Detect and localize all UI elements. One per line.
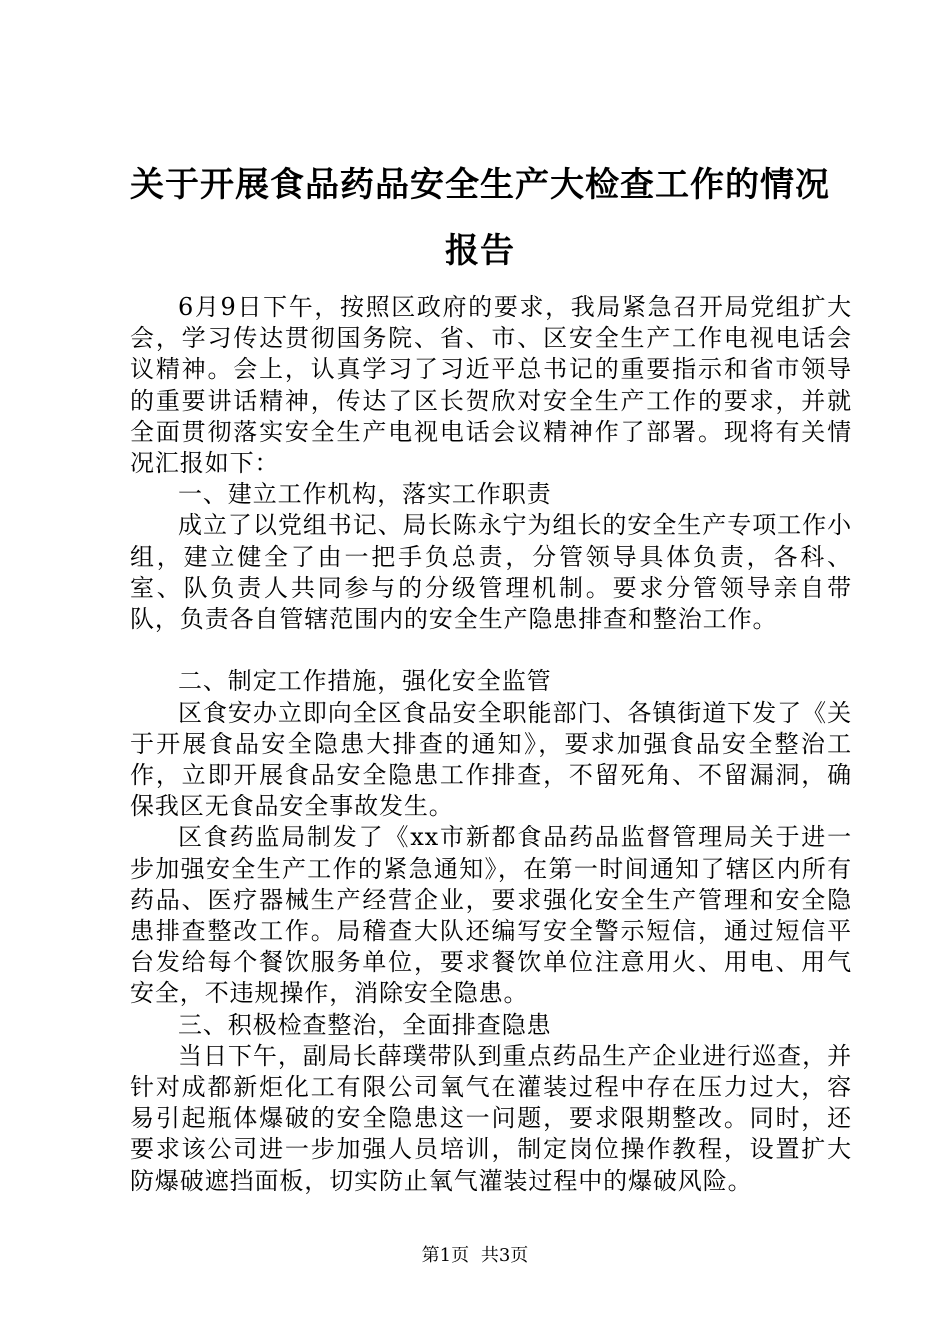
- page-number: 第1页: [421, 1245, 470, 1266]
- document-body: [130, 292, 852, 1197]
- page-footer: [0, 1244, 950, 1268]
- section-heading-3: 三、积极检查整治，全面排查隐患: [178, 1010, 552, 1039]
- paragraph-section-2a: 区食安办立即向全区食品安全职能部门、各镇街道下发了《关于开展食品安全隐患大排查的通知》，要求加强食品安全整治工作，立即开展食品安全隐患工作排查，不留死角、不留漏洞，确保我区无食品安全事故发生。: [130, 698, 852, 821]
- title-line-1: 关于开展食品药品安全生产大检查工作的情况: [130, 165, 830, 205]
- paragraph-section-3: 当日下午，副局长薛璞带队到重点药品生产企业进行巡查，并针对成都新炬化工有限公司氧气在灌装过程中存在压力过大，容易引起瓶体爆破的安全隐患这一问题，要求限期整改。同时，还要求该公司进一步加强人员培训，制定岗位操作教程，设置扩大防爆破遮挡面板，切实防止氧气灌装过程中的爆破风险。: [130, 1041, 852, 1195]
- document-title: [110, 152, 850, 284]
- page-total: 共3页: [480, 1245, 529, 1266]
- section-heading-2: 二、制定工作措施，强化安全监管: [178, 667, 552, 696]
- title-line-2: 报告: [445, 231, 515, 271]
- paragraph-section-1: 成立了以党组书记、局长陈永宁为组长的安全生产专项工作小组，建立健全了由一把手负总责，分管领导具体负责，各科、室、队负责人共同参与的分级管理机制。要求分管领导亲自带队，负责各自管辖范围内的安全生产隐患排查和整治工作。: [130, 511, 852, 634]
- blank-line: [130, 635, 852, 666]
- paragraph-section-2b: 区食药监局制发了《xx市新都食品药品监督管理局关于进一步加强安全生产工作的紧急通知》，在第一时间通知了辖区内所有药品、医疗器械生产经营企业，要求强化安全生产管理和安全隐患排查整改工作。局稽查大队还编写安全警示短信，通过短信平台发给每个餐饮服务单位，要求餐饮单位注意用火、用电、用气安全，不违规操作，消除安全隐患。: [130, 823, 852, 1008]
- section-heading-1: 一、建立工作机构，落实工作职责: [178, 480, 552, 509]
- paragraph-intro: 6月9日下午，按照区政府的要求，我局紧急召开局党组扩大会，学习传达贯彻国务院、省、市、区安全生产工作电视电话会议精神。会上，认真学习了习近平总书记的重要指示和省市领导的重要讲话精神，传达了区长贺欣对安全生产工作的要求，并就全面贯彻落实安全生产电视电话会议精神作了部署。现将有关情况汇报如下：: [130, 293, 852, 478]
